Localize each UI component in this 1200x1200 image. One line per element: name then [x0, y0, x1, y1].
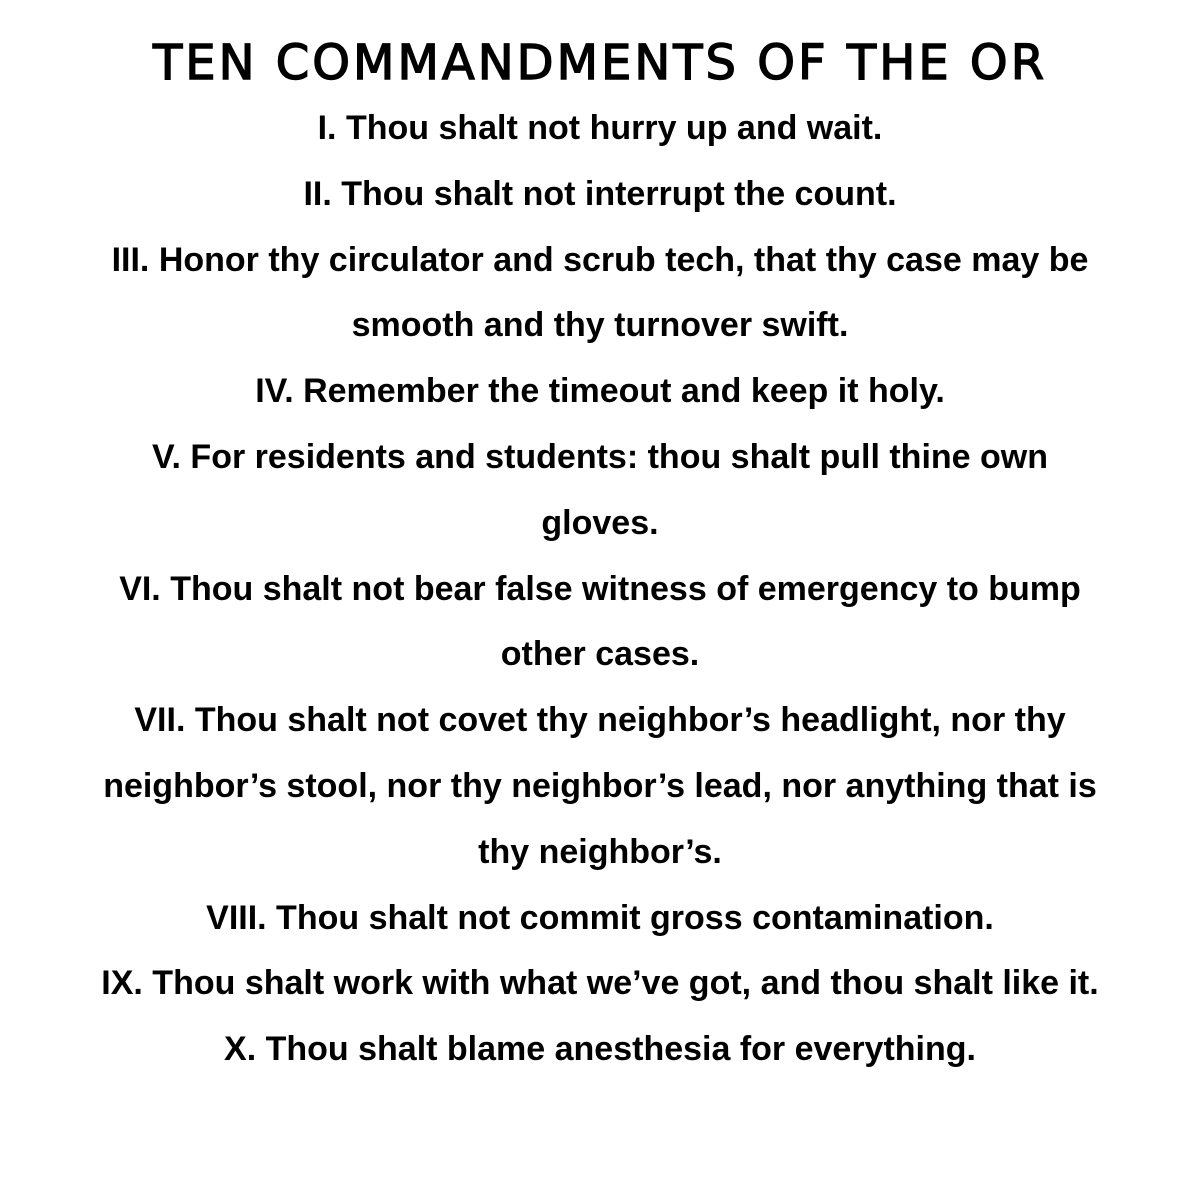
commandment-7: VII. Thou shalt not covet thy neighbor’s headlight, nor thy neighbor’s stool, nor thy neighbor’s lead, nor anything that is thy neighbor’s.	[103, 701, 1097, 871]
commandment-5: V. For residents and students: thou shalt pull thine own gloves.	[151, 437, 1049, 542]
commandment-2: II. Thou shalt not interrupt the count.	[303, 174, 897, 213]
commandment-1: I. Thou shalt not hurry up and wait.	[317, 109, 883, 147]
page-title: TEN COMMANDMENTS OF THE OR	[152, 35, 1048, 91]
commandments-list	[0, 96, 1200, 1083]
commandment-4: IV. Remember the timeout and keep it holy.	[255, 372, 945, 411]
commandment-6: VI. Thou shalt not bear false witness of emergency to bump other cases.	[119, 569, 1081, 674]
commandment-3: III. Honor thy circulator and scrub tech, that thy case may be smooth and thy turnover swift.	[111, 240, 1089, 345]
commandment-10: X. Thou shalt blame anesthesia for everything.	[224, 1030, 976, 1069]
commandment-8: VIII. Thou shalt not commit gross contamination.	[206, 898, 994, 937]
commandment-9: IX. Thou shalt work with what we’ve got, and thou shalt like it.	[101, 964, 1099, 1003]
